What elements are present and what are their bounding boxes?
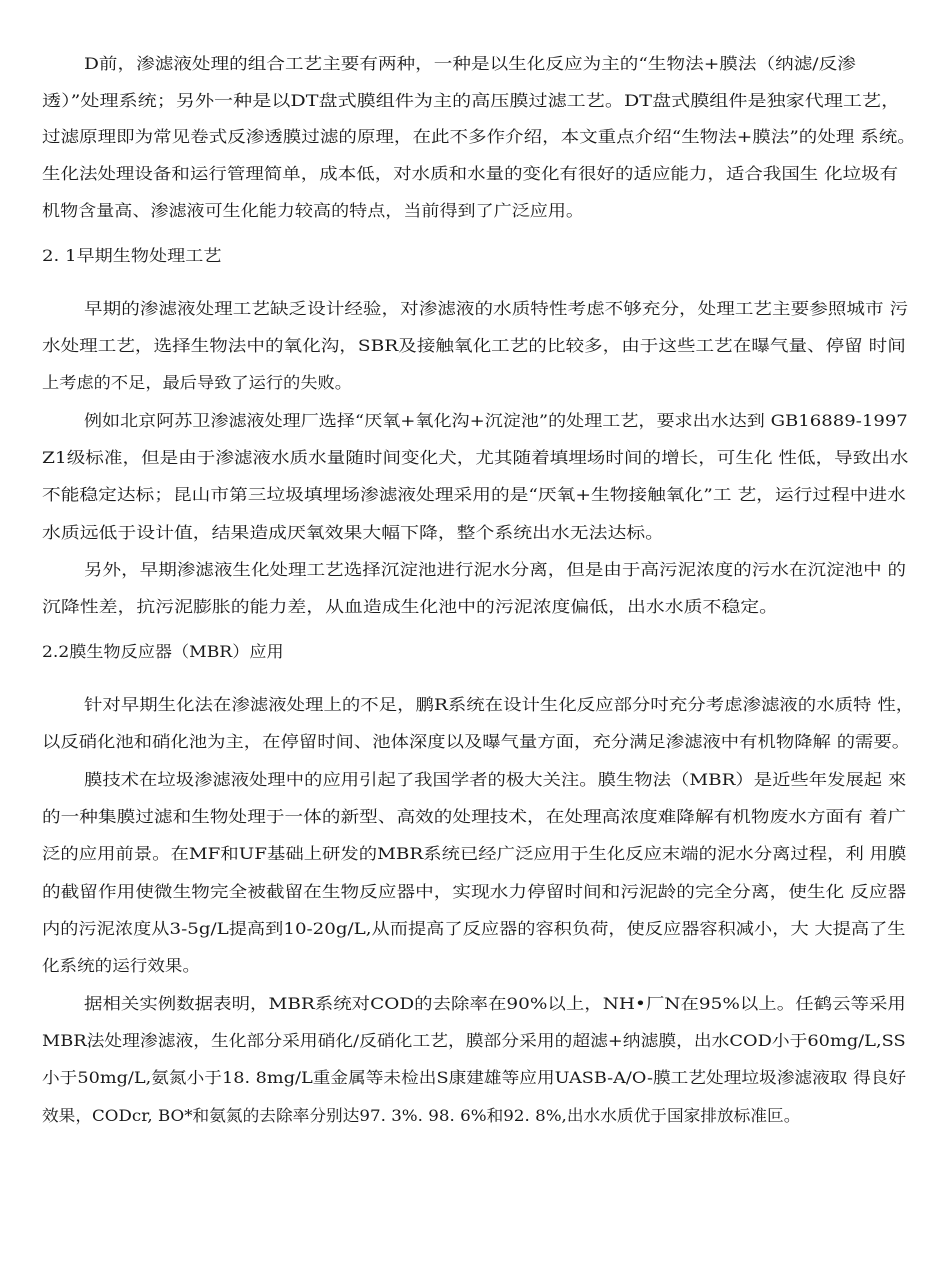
text-line-15: 沉降性差，抗污泥膨胀的能力差，从血造成生化池中的污泥浓度偏低，出水水质不稳定。 <box>42 597 779 616</box>
text-line-23: 内的污泥浓度从3-5g/L提高到10-20g/L,从而提高了反应器的容积负荷，使反应器容积减小，大 大提高了生 <box>42 919 906 938</box>
text-line-8: 水处理工艺，选择生物法中的氧化沟，SBR及接触氧化工艺的比较多，由于这些工艺在曝气量、停留 时间 <box>42 336 906 355</box>
text-line-17: 针对早期生化法在渗滤液处理上的不足，鹏R系统在设计生化反应部分吋充分考虑渗滤液的水质特 性， <box>84 695 915 714</box>
text-line-28: 效果，CODcr, BO*和氨氮的去除率分别达97. 3%. 98. 6%和92. 8%,出水水质优于国家排放标准叵。 <box>42 1106 801 1125</box>
section-heading-2-2: 2.2膜生物反应器（MBR）应用 <box>42 642 284 661</box>
text-line-4: 生化法处理设备和运行管理简单，成本低，对水质和水量的变化有很好的适应能力，适合我国生 化垃圾有 <box>42 164 899 183</box>
section-heading-2-1: 2. 1早期生物处理工艺 <box>42 246 222 265</box>
text-line-9: 上考虑的不足，最后导致了运行的失败。 <box>42 373 353 392</box>
text-line-2: 透）”处理系统；另外一种是以DT盘式膜组件为主的高压膜过滤工艺。DT盘式膜组件是独家代理工艺， <box>42 91 901 110</box>
text-line-19: 膜技术在垃圾渗滤液处理中的应用引起了我国学者的极大关注。膜生物法（MBR）是近些年发展起 來 <box>84 770 907 789</box>
text-line-12: 不能稳定达标；昆山市第三垃圾填埋场渗滤液处理采用的是“厌氧+生物接触氧化”工 艺，运行过程中进水 <box>42 485 906 504</box>
text-line-5: 机物含量高、渗滤液可生化能力较高的特点，当前得到了广泛应用。 <box>42 201 585 220</box>
text-line-21: 泛的应用前景。在MF和UF基础上研发的MBR系统已经广泛应用于生化反应末端的泥水分离过程，利 用膜 <box>42 844 907 863</box>
text-line-10: 例如北京阿苏卫渗滤液处理厂选择“厌氧+氧化沟+沉淀池”的处理工艺，要求出水达到 GB16889-1997 <box>84 411 908 430</box>
text-line-27: 小于50mg/L,氨氮小于18. 8mg/L重金属等未检出S康建雄等应用UASB-A/O-膜工艺处理垃圾渗滤液取 得良好 <box>42 1068 907 1087</box>
text-line-1: D前，渗滤液处理的组合工艺主要有两种，一种是以生化反应为主的“生物法+膜法（纳滤/反渗 <box>84 54 856 73</box>
text-line-22: 的截留作用使微生物完全被截留在生物反应器中，实现水力停留时间和污泥龄的完全分离，使生化 反应器 <box>42 882 907 901</box>
text-line-20: 的一种集膜过滤和生物处理于一体的新型、高效的处理技术，在处理高浓度难降解有机物废水方面有 着广 <box>42 807 907 826</box>
text-line-7: 早期的渗滤液处理工艺缺乏设计经验，对渗滤液的水质特性考虑不够充分，处理工艺主要参照城市 污 <box>84 299 909 318</box>
text-line-24: 化系统的运行效果。 <box>42 956 201 975</box>
text-line-26: MBR法处理渗滤液，生化部分采用硝化/反硝化工艺，膜部分采用的超滤+纳滤膜，出水COD小于60mg/L,SS <box>42 1031 906 1050</box>
text-line-11: Z1级标准，但是由于渗滤液水质水量随时间变化犬，尤其随着填埋场时间的增长，可生化 性低，导致出水 <box>42 448 909 467</box>
text-line-25: 据相关实例数据表明，MBR系统对COD的去除率在90%以上，NH•厂N在95%以上。任鹤云等采用 <box>84 994 906 1013</box>
text-line-14: 另外，早期渗滤液生化处理工艺选择沉淀池进行泥水分离，但是由于高污泥浓度的污水在沉淀池中 的 <box>84 560 907 579</box>
text-line-18: 以反硝化池和硝化池为主，在停留时间、池体深度以及曝气量方面，充分满足渗滤液中有机物降解 的需要。 <box>42 732 911 751</box>
text-line-13: 水质远低于设计值，结果造成厌氧效果大幅下降，整个系统出水无法达标。 <box>42 523 665 542</box>
text-line-3: 过滤原理即为常见卷式反渗透膜过滤的原理，在此不多作介绍，本文重点介绍“生物法+膜法”的处理 系统。 <box>42 127 916 146</box>
